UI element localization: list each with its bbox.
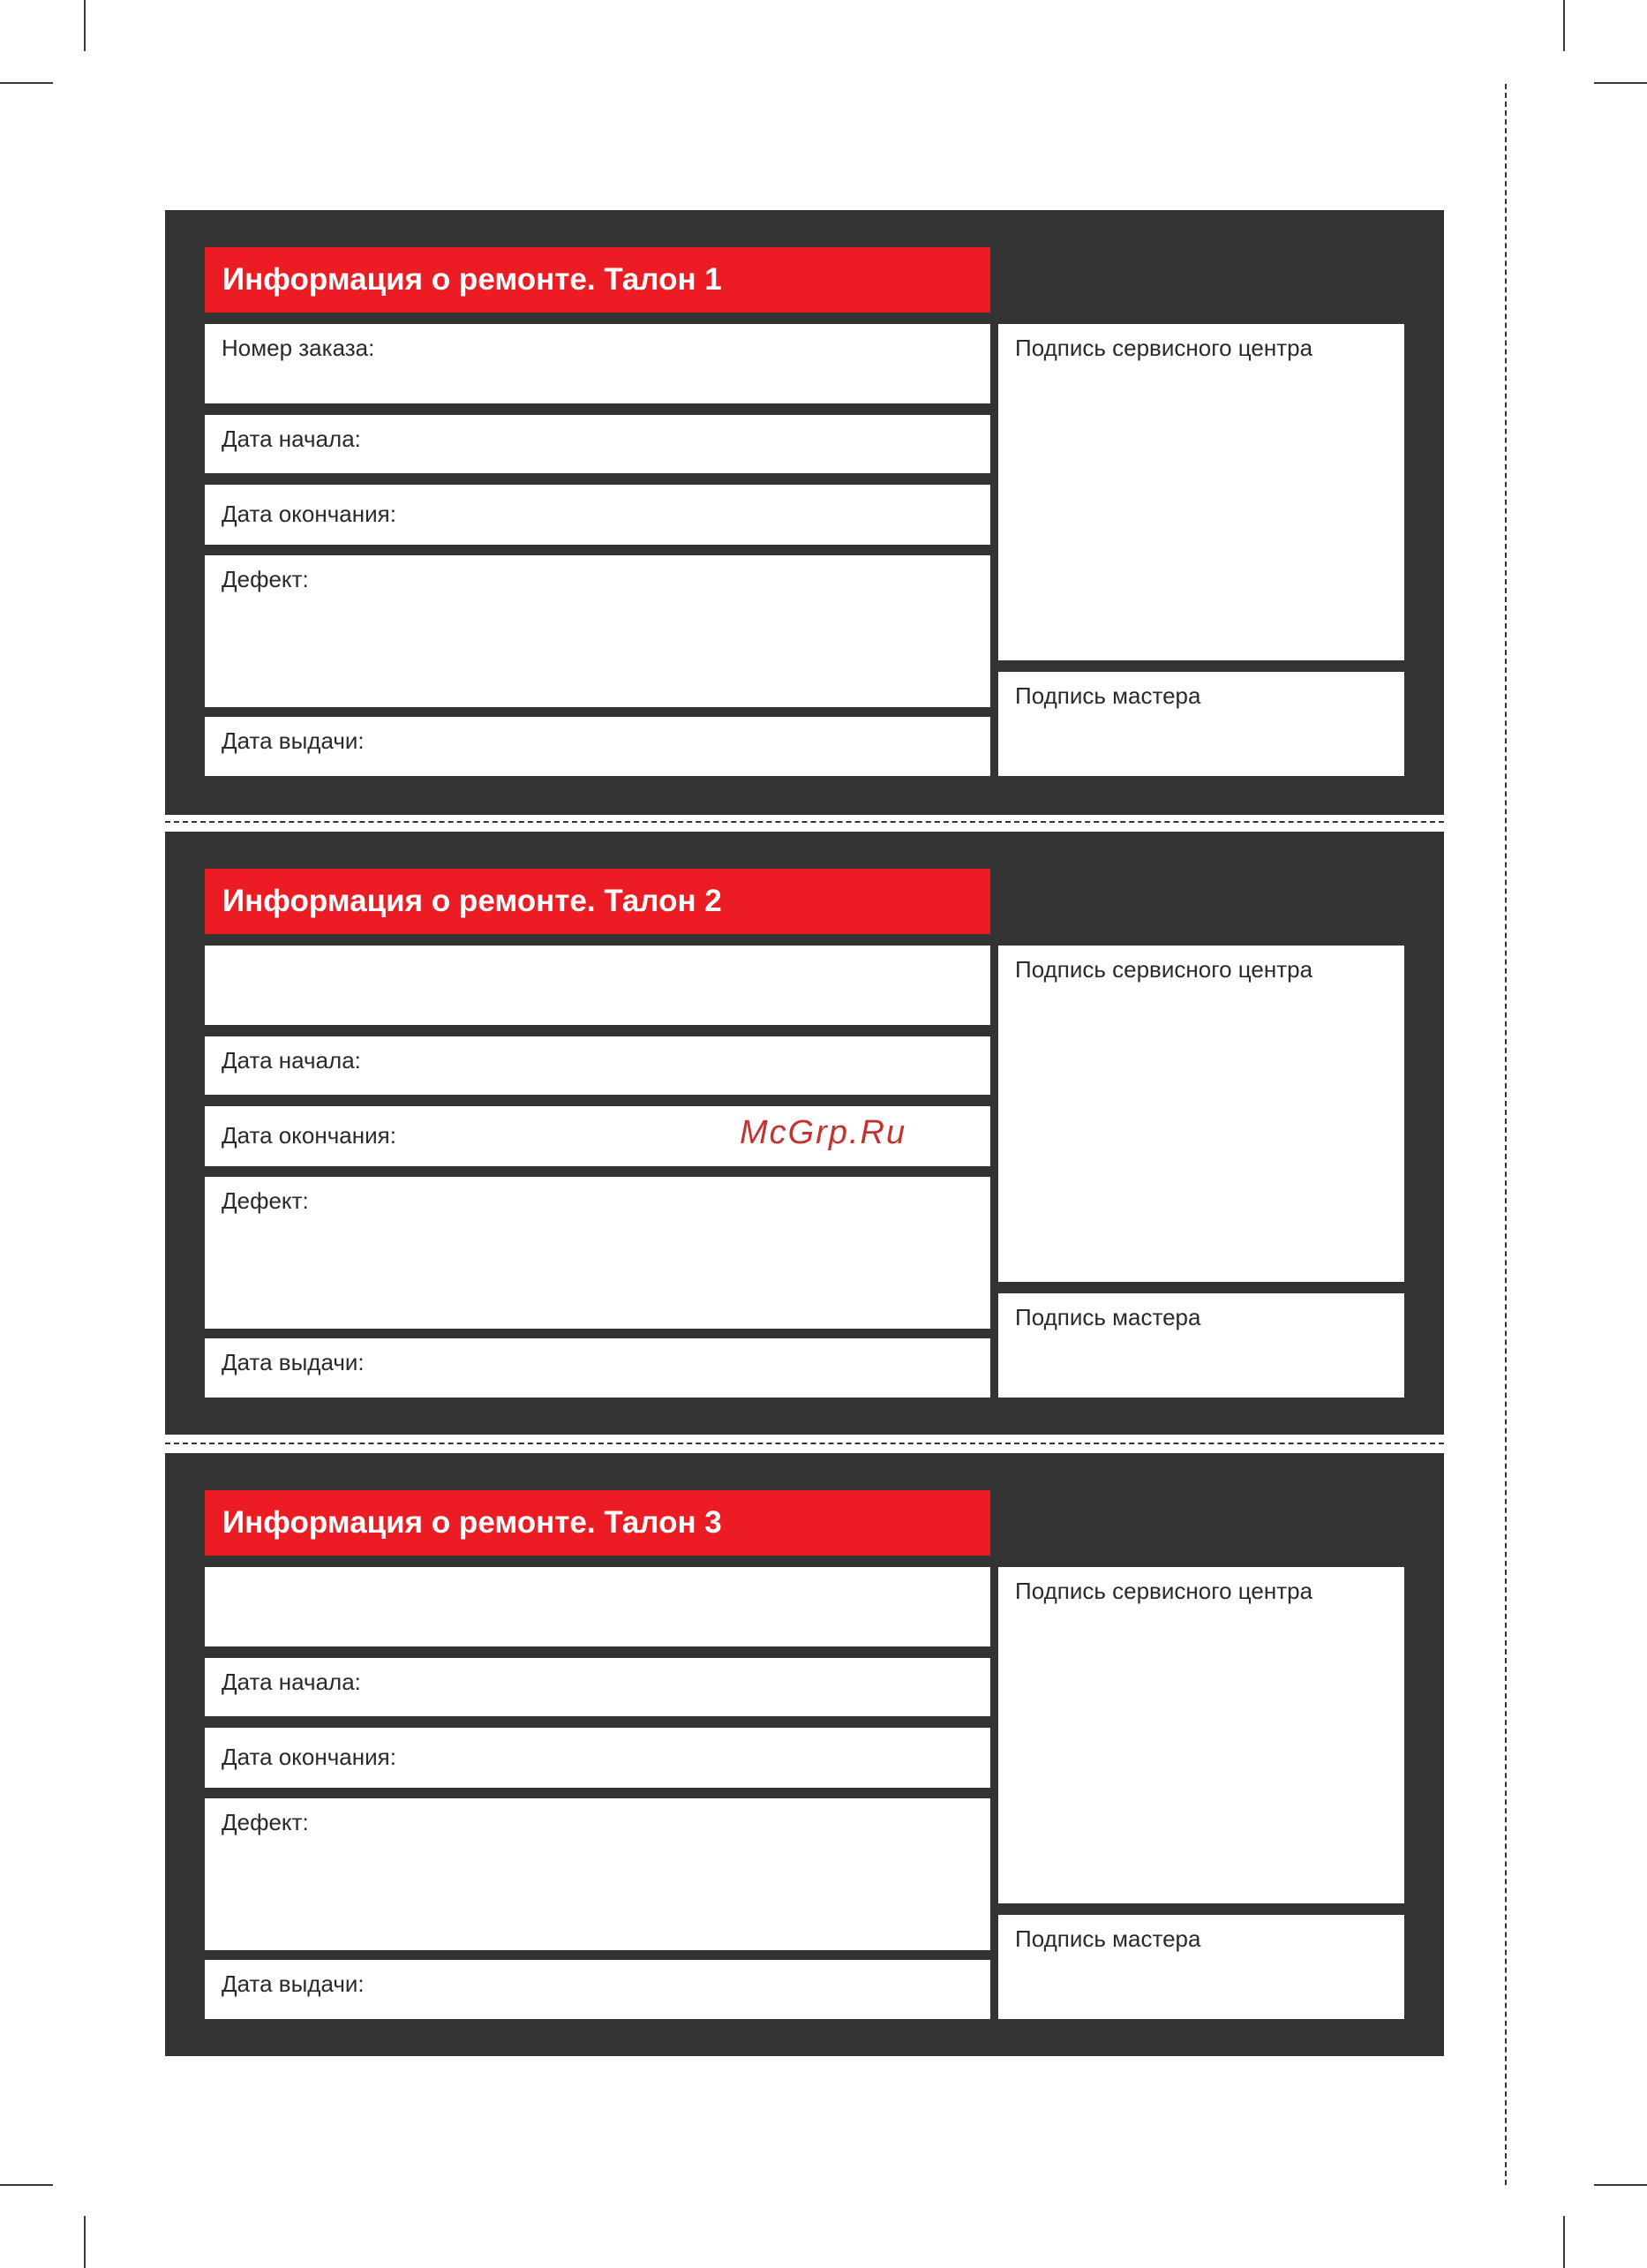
- coupon-title-bar: [205, 869, 990, 934]
- master-signature-label: Подпись мастера: [1015, 682, 1201, 709]
- coupon-1: [165, 210, 1444, 815]
- issue-date-label: Дата выдачи:: [222, 1970, 365, 1997]
- service-center-signature-label: Подпись сервисного центра: [1015, 1578, 1313, 1604]
- perforation-line: [165, 821, 1444, 823]
- coupon-3: [165, 1453, 1444, 2056]
- coupon-title-bar: [205, 247, 990, 313]
- order-number-field[interactable]: [205, 1567, 990, 1646]
- master-signature-box[interactable]: [998, 1915, 1404, 2019]
- end-date-label: Дата окончания:: [222, 1122, 396, 1149]
- master-signature-label: Подпись мастера: [1015, 1925, 1201, 1952]
- issue-date-field[interactable]: [205, 1960, 990, 2019]
- issue-date-label: Дата выдачи:: [222, 727, 365, 754]
- defect-label: Дефект:: [222, 1809, 309, 1835]
- crop-mark: [1563, 0, 1565, 51]
- perforation-line: [165, 1443, 1444, 1444]
- defect-label: Дефект:: [222, 1187, 309, 1214]
- coupon-title: Информация о ремонте. Талон 2: [222, 884, 722, 918]
- service-center-signature-box[interactable]: [998, 946, 1404, 1282]
- end-date-label: Дата окончания:: [222, 1744, 396, 1770]
- start-date-field[interactable]: [205, 1658, 990, 1716]
- order-number-label: Номер заказа:: [222, 335, 375, 361]
- crop-mark: [0, 82, 53, 84]
- end-date-label: Дата окончания:: [222, 501, 396, 527]
- coupon-title: Информация о ремонте. Талон 1: [222, 262, 722, 297]
- watermark-text: McGrp.Ru: [740, 1114, 907, 1151]
- start-date-label: Дата начала:: [222, 426, 361, 452]
- master-signature-box[interactable]: [998, 672, 1404, 776]
- service-center-signature-label: Подпись сервисного центра: [1015, 956, 1313, 983]
- start-date-field[interactable]: [205, 1036, 990, 1095]
- crop-mark: [1594, 2184, 1647, 2186]
- master-signature-box[interactable]: [998, 1293, 1404, 1398]
- issue-date-label: Дата выдачи:: [222, 1349, 365, 1375]
- issue-date-field[interactable]: [205, 717, 990, 776]
- crop-mark: [1594, 82, 1647, 84]
- service-center-signature-box[interactable]: [998, 1567, 1404, 1903]
- order-number-field[interactable]: [205, 946, 990, 1025]
- issue-date-field[interactable]: [205, 1338, 990, 1398]
- crop-mark: [0, 2184, 53, 2186]
- crop-mark: [84, 2216, 86, 2268]
- start-date-label: Дата начала:: [222, 1669, 361, 1695]
- crop-mark: [1563, 2216, 1565, 2268]
- fold-line: [1505, 84, 1507, 2185]
- defect-field[interactable]: [205, 555, 990, 707]
- end-date-field[interactable]: [205, 1728, 990, 1788]
- defect-label: Дефект:: [222, 566, 309, 592]
- defect-field[interactable]: [205, 1798, 990, 1950]
- coupon-title-bar: [205, 1490, 990, 1556]
- crop-mark: [84, 0, 86, 51]
- defect-field[interactable]: [205, 1177, 990, 1329]
- start-date-field[interactable]: [205, 415, 990, 473]
- coupon-title: Информация о ремонте. Талон 3: [222, 1505, 722, 1540]
- end-date-field[interactable]: [205, 485, 990, 545]
- service-center-signature-label: Подпись сервисного центра: [1015, 335, 1313, 361]
- order-number-field[interactable]: [205, 324, 990, 403]
- start-date-label: Дата начала:: [222, 1047, 361, 1074]
- service-center-signature-box[interactable]: [998, 324, 1404, 660]
- master-signature-label: Подпись мастера: [1015, 1304, 1201, 1330]
